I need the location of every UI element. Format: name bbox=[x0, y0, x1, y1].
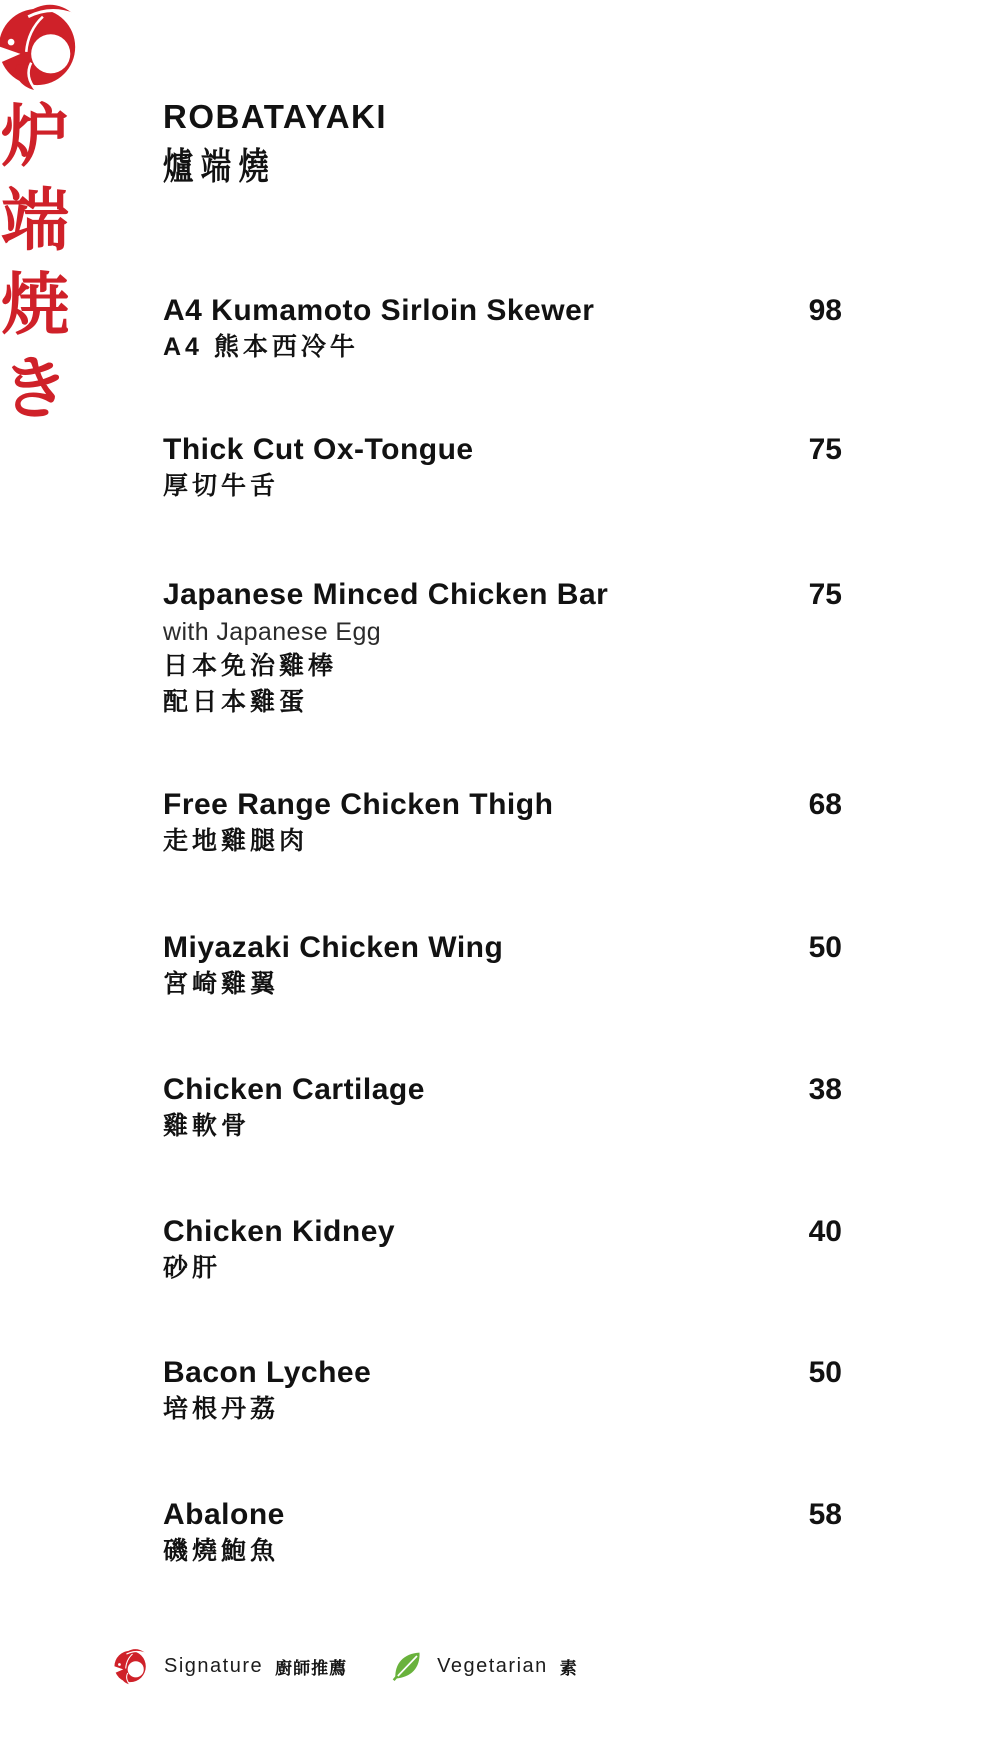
vertical-title-char: 炉 bbox=[0, 99, 69, 175]
item-name-cjk-2: 配日本雞蛋 bbox=[163, 688, 309, 716]
vertical-title-char: 端 bbox=[0, 183, 69, 259]
item-price: 38 bbox=[808, 1073, 842, 1106]
item-price: 68 bbox=[808, 788, 842, 821]
vegetarian-label: Vegetarian bbox=[437, 1654, 548, 1677]
vertical-title-char: き bbox=[0, 351, 69, 427]
item-text bbox=[163, 1358, 842, 1422]
signature-label: Signature bbox=[164, 1654, 264, 1677]
menu-item bbox=[163, 296, 842, 360]
item-name-en: Free Range Chicken Thigh bbox=[163, 788, 554, 821]
item-name-cjk: 砂肝 bbox=[163, 1254, 222, 1282]
item-name-cjk: 日本免治雞棒 bbox=[163, 652, 338, 680]
menu-item bbox=[163, 580, 842, 715]
item-name-en: Bacon Lychee bbox=[163, 1356, 372, 1389]
item-name-cjk: 磯燒鮑魚 bbox=[163, 1537, 280, 1565]
item-name-cjk: 厚切牛舌 bbox=[163, 472, 280, 500]
signature-fish-icon bbox=[114, 1648, 147, 1685]
item-name-cjk: A4 熊本西冷牛 bbox=[163, 333, 359, 361]
brand-fish-logo-icon bbox=[0, 2, 78, 92]
menu-item bbox=[163, 1358, 842, 1422]
item-name-en: Chicken Kidney bbox=[163, 1215, 396, 1248]
menu-item bbox=[163, 1217, 842, 1281]
menu-item bbox=[163, 933, 842, 997]
menu-item bbox=[163, 1075, 842, 1139]
item-text bbox=[163, 790, 842, 854]
item-name-cjk: 雞軟骨 bbox=[163, 1112, 251, 1140]
section-title-cjk: 爐端燒 bbox=[163, 146, 277, 187]
item-text bbox=[163, 580, 842, 715]
section-title-en: ROBATAYAKI bbox=[163, 98, 388, 135]
vertical-title-char: 焼 bbox=[0, 267, 69, 343]
item-text bbox=[163, 1217, 842, 1281]
item-name-en: A4 Kumamoto Sirloin Skewer bbox=[163, 294, 595, 327]
item-name-cjk: 培根丹荔 bbox=[163, 1395, 280, 1423]
menu-item bbox=[163, 790, 842, 854]
item-name-en: Abalone bbox=[163, 1498, 285, 1531]
item-text bbox=[163, 435, 842, 499]
item-price: 58 bbox=[808, 1498, 842, 1531]
item-price: 50 bbox=[808, 931, 842, 964]
item-price: 50 bbox=[808, 1356, 842, 1389]
item-subtitle-en: with Japanese Egg bbox=[163, 618, 382, 646]
item-name-en: Chicken Cartilage bbox=[163, 1073, 425, 1106]
item-price: 98 bbox=[808, 294, 842, 327]
item-price: 40 bbox=[808, 1215, 842, 1248]
signature-label-cjk: 廚師推薦 bbox=[275, 1658, 348, 1678]
item-text bbox=[163, 1500, 842, 1564]
item-text bbox=[163, 933, 842, 997]
item-name-en: Japanese Minced Chicken Bar bbox=[163, 578, 609, 611]
item-name-cjk: 宮崎雞翼 bbox=[163, 970, 280, 998]
item-name-en: Thick Cut Ox-Tongue bbox=[163, 433, 474, 466]
vegetarian-leaf-icon bbox=[392, 1650, 422, 1682]
menu-item bbox=[163, 1500, 842, 1564]
menu-item bbox=[163, 435, 842, 499]
vertical-title bbox=[0, 95, 70, 431]
item-text bbox=[163, 1075, 842, 1139]
vegetarian-label-cjk: 素 bbox=[559, 1658, 578, 1678]
item-price: 75 bbox=[808, 433, 842, 466]
item-name-cjk: 走地雞腿肉 bbox=[163, 827, 309, 855]
item-name-en: Miyazaki Chicken Wing bbox=[163, 931, 504, 964]
legend bbox=[114, 1646, 578, 1686]
item-text bbox=[163, 296, 842, 360]
item-price: 75 bbox=[808, 578, 842, 611]
